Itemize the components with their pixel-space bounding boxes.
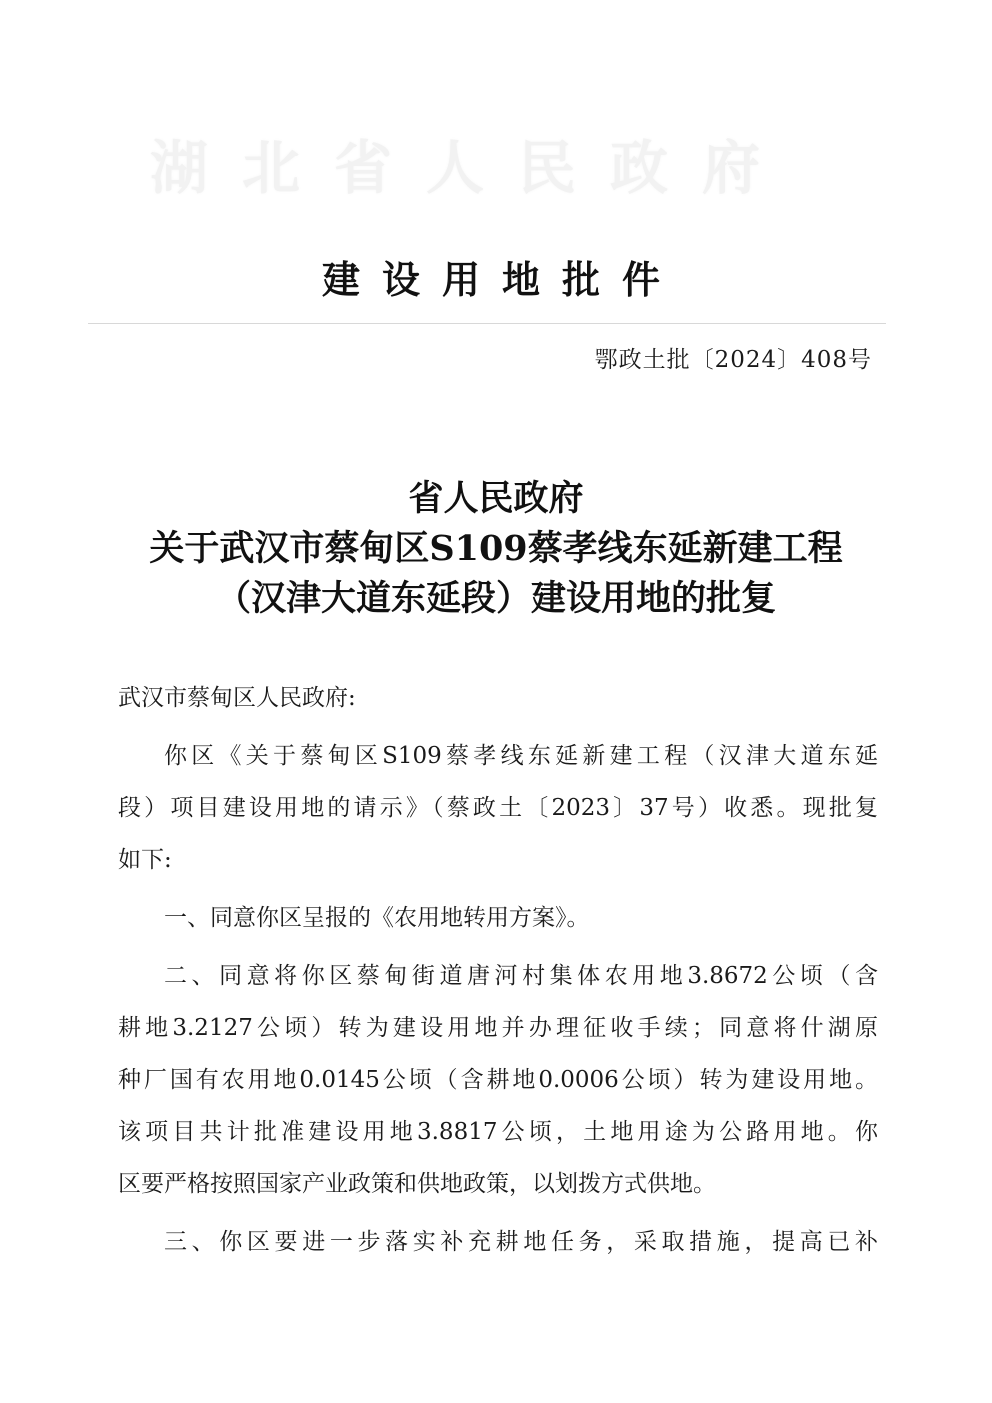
paragraph-3-line-4: 该项目共计批准建设用地3.8817公顷，土地用途为公路用地。你 (118, 1119, 878, 1145)
paragraph-2-line-1: 一、同意你区呈报的《农用地转用方案》。 (164, 905, 590, 931)
salutation: 武汉市蔡甸区人民政府: (118, 685, 356, 711)
paragraph-4-line-1: 三、你区要进一步落实补充耕地任务，采取措施，提高已补 (164, 1229, 878, 1255)
title-line-2: 关于武汉市蔡甸区S109蔡孝线东延新建工程 (149, 528, 843, 569)
paragraph-1-line-1: 你区《关于蔡甸区S109蔡孝线东延新建工程（汉津大道东延 (164, 743, 878, 769)
paragraph-3-line-1: 二、同意将你区蔡甸街道唐河村集体农用地3.8672公顷（含 (164, 963, 878, 989)
faded-org-header: 湖北省人民政府 (150, 134, 795, 202)
document-title (0, 474, 992, 624)
title-line-1: 省人民政府 (408, 478, 584, 519)
paragraph-3-line-5: 区要严格按照国家产业政策和供地政策，以划拨方式供地。 (118, 1171, 716, 1197)
paragraph-3-line-2: 耕地3.2127公顷）转为建设用地并办理征收手续；同意将什湖原 (118, 1015, 878, 1041)
document-body (118, 672, 878, 1268)
header-divider (88, 323, 886, 324)
paragraph-3-line-3: 种厂国有农用地0.0145公顷（含耕地0.0006公顷）转为建设用地。 (118, 1067, 878, 1093)
document-type-heading: 建设用地批件 (321, 258, 682, 302)
title-line-3: （汉津大道东延段）建设用地的批复 (215, 578, 776, 619)
paragraph-1-line-3: 如下: (118, 847, 172, 873)
paragraph-1-line-2: 段）项目建设用地的请示》（蔡政土〔2023〕37号）收悉。现批复 (118, 795, 878, 821)
document-number: 鄂政土批〔2024〕408号 (594, 347, 872, 373)
